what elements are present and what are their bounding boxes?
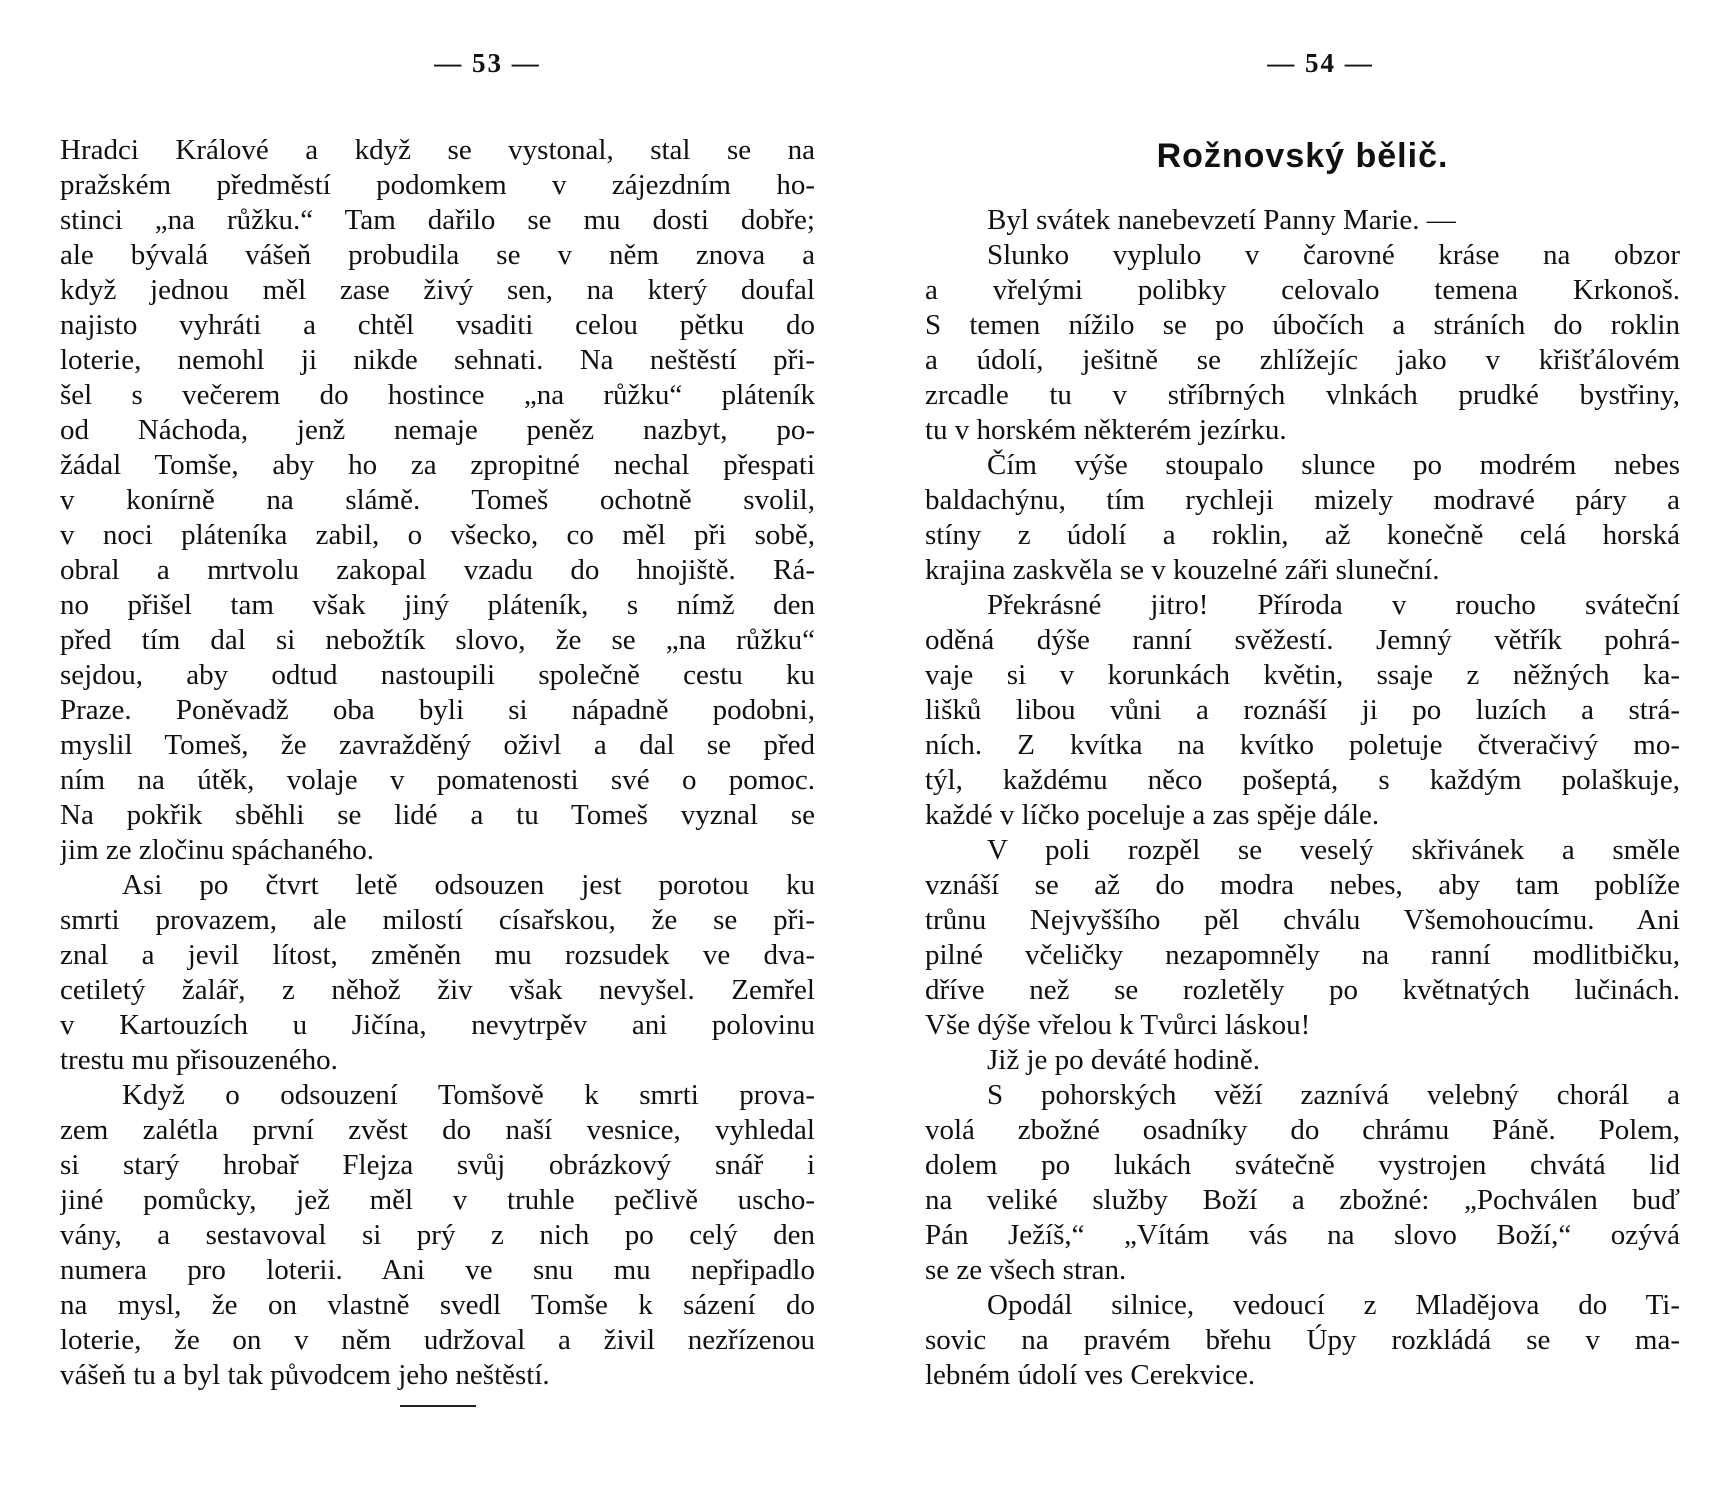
text-line: lišků libou vůni a roznáší ji po luzích a strá- <box>925 694 1680 726</box>
text-line: S pohorských věží zaznívá velebný chorál a <box>987 1079 1680 1111</box>
text-line: Asi po čtvrt letě odsouzen jest porotou ku <box>122 869 815 901</box>
text-line: najisto vyhráti a chtěl vsaditi celou pětku do <box>60 309 815 341</box>
text-line: Praze. Poněvadž oba byli si nápadně podobni, <box>60 694 815 726</box>
text-line: Již je po deváté hodině. <box>987 1044 1260 1076</box>
text-line: vány, a sestavoval si prý z nich po celý den <box>60 1219 815 1251</box>
text-line: V poli rozpěl se veselý skřivánek a směle <box>987 834 1680 866</box>
text-line: Když o odsouzení Tomšově k smrti prova- <box>122 1079 815 1111</box>
chapter-title: Rožnovský bělič. <box>1156 137 1449 175</box>
text-line: Vše dýše vřelou k Tvůrci láskou! <box>925 1009 1311 1041</box>
text-line: numera pro loterii. Ani ve snu mu nepřipadlo <box>60 1254 815 1286</box>
text-line: Pán Ježíš,“ „Vítám vás na slovo Boží,“ ozývá <box>925 1219 1680 1251</box>
text-line: v konírně na slámě. Tomeš ochotně svolil, <box>60 484 815 516</box>
text-line: šel s večerem do hostince „na růžku“ pláteník <box>60 379 815 411</box>
text-line: trestu mu přisouzeného. <box>60 1044 338 1076</box>
text-line: stíny z údolí a roklin, až konečně celá horská <box>925 519 1680 551</box>
text-line: lebném údolí ves Cerekvice. <box>925 1359 1256 1391</box>
text-line: týl, každému něco pošeptá, s každým polaškuje, <box>925 764 1680 796</box>
text-line: si starý hrobař Flejza svůj obrázkový snář i <box>60 1149 815 1181</box>
text-line: cetiletý žalář, z něhož živ však nevyšel. Zemřel <box>60 974 815 1006</box>
text-line: znal a jevil lítost, změněn mu rozsudek ve dva- <box>60 939 815 971</box>
text-line: Čím výše stoupalo slunce po modrém nebes <box>987 449 1680 481</box>
text-line: myslil Tomeš, že zavražděný oživl a dal se před <box>60 729 815 761</box>
text-line: Opodál silnice, vedoucí z Mladějova do Ti- <box>987 1289 1680 1321</box>
text-line: volá zbožné osadníky do chrámu Páně. Polem, <box>925 1114 1680 1146</box>
text-line: tu v horském některém jezírku. <box>925 414 1287 446</box>
text-line: trůnu Nejvyššího pěl chválu Všemohoucímu. Ani <box>925 904 1680 936</box>
text-line: obral a mrtvolu zakopal vzadu do hnojiště. Rá- <box>60 554 815 586</box>
left-page <box>60 0 815 1500</box>
text-line: se ze všech stran. <box>925 1254 1127 1286</box>
text-line: smrti provazem, ale milostí císařskou, že se při- <box>60 904 815 936</box>
text-line: loterie, nemohl ji nikde sehnati. Na neštěstí při- <box>60 344 815 376</box>
text-line: každé v líčko poceluje a zas spěje dále. <box>925 799 1380 831</box>
text-line: Na pokřik sběhli se lidé a tu Tomeš vyznal se <box>60 799 815 831</box>
text-line: na mysl, že on vlastně svedl Tomše k sázení do <box>60 1289 815 1321</box>
text-line: sovic na pravém břehu Úpy rozkládá se v ma- <box>925 1324 1680 1356</box>
text-line: loterie, že on v něm udržoval a živil nezřízenou <box>60 1324 815 1356</box>
text-line: zrcadle tu v stříbrných vlnkách prudké bystřiny, <box>925 379 1680 411</box>
text-line: jim ze zločinu spáchaného. <box>60 834 375 866</box>
text-line: zem zalétla první zvěst do naší vesnice, vyhledal <box>60 1114 815 1146</box>
text-line: před tím dal si nebožtík slovo, že se „na růžku“ <box>60 624 815 656</box>
text-line: vznáší se až do modra nebes, aby tam poblíže <box>925 869 1680 901</box>
text-line: pilné včeličky nezapomněly na ranní modlitbičku, <box>925 939 1680 971</box>
body-text <box>60 133 815 1393</box>
text-line: stinci „na růžku.“ Tam dařilo se mu dosti dobře; <box>60 204 815 236</box>
text-line: Hradci Králové a když se vystonal, stal se na <box>60 134 815 166</box>
body-text <box>925 203 1680 1393</box>
text-line: žádal Tomše, aby ho za zpropitné nechal přespati <box>60 449 815 481</box>
text-line: ale bývalá vášeň probudila se v něm znova a <box>60 239 815 271</box>
text-line: od Náchoda, jenž nemaje peněz nazbyt, po- <box>60 414 815 446</box>
page-number: — 53 — <box>434 48 541 78</box>
text-line: baldachýnu, tím rychleji mizely modravé páry a <box>925 484 1680 516</box>
text-line: když jednou měl zase živý sen, na který doufal <box>60 274 815 306</box>
text-line: oděná dýše ranní svěžestí. Jemný větřík pohrá- <box>925 624 1680 656</box>
text-line: pražském předměstí podomkem v zájezdním ho- <box>60 169 815 201</box>
text-line: S temen nížilo se po úbočích a stráních do roklin <box>925 309 1680 341</box>
text-line: no přišel tam však jiný pláteník, s nímž den <box>60 589 815 621</box>
text-line: sejdou, aby odtud nastoupili společně cestu ku <box>60 659 815 691</box>
right-page <box>925 0 1680 1500</box>
text-line: jiné pomůcky, jež měl v truhle pečlivě uscho- <box>60 1184 815 1216</box>
text-line: na veliké služby Boží a zbožné: „Pochválen buď <box>925 1184 1680 1216</box>
page-number: — 54 — <box>1267 48 1374 78</box>
section-end-rule <box>400 1405 476 1407</box>
text-line: a vřelými polibky celovalo temena Krkonoš. <box>925 274 1680 306</box>
text-line: dolem po lukách svátečně vystrojen chvátá lid <box>925 1149 1680 1181</box>
text-line: Slunko vyplulo v čarovné kráse na obzor <box>987 239 1680 271</box>
text-line: Byl svátek nanebevzetí Panny Marie. — <box>987 204 1456 236</box>
text-line: dříve než se rozletěly po květnatých lučinách. <box>925 974 1680 1006</box>
text-line: ním na útěk, volaje v pomatenosti své o pomoc. <box>60 764 815 796</box>
text-line: v noci pláteníka zabil, o všecko, co měl při sobě, <box>60 519 815 551</box>
text-line: krajina zaskvěla se v kouzelné záři sluneční. <box>925 554 1440 586</box>
text-line: a údolí, ješitně se zhlížejíc jako v křišťálovém <box>925 344 1680 376</box>
text-line: Překrásné jitro! Příroda v roucho sváteční <box>987 589 1680 621</box>
text-line: ních. Z kvítka na kvítko poletuje čtveračivý mo- <box>925 729 1680 761</box>
text-line: vášeň tu a byl tak původcem jeho neštěstí. <box>60 1359 550 1391</box>
text-line: v Kartouzích u Jičína, nevytrpěv ani polovinu <box>60 1009 815 1041</box>
text-line: vaje si v korunkách květin, ssaje z něžných ka- <box>925 659 1680 691</box>
